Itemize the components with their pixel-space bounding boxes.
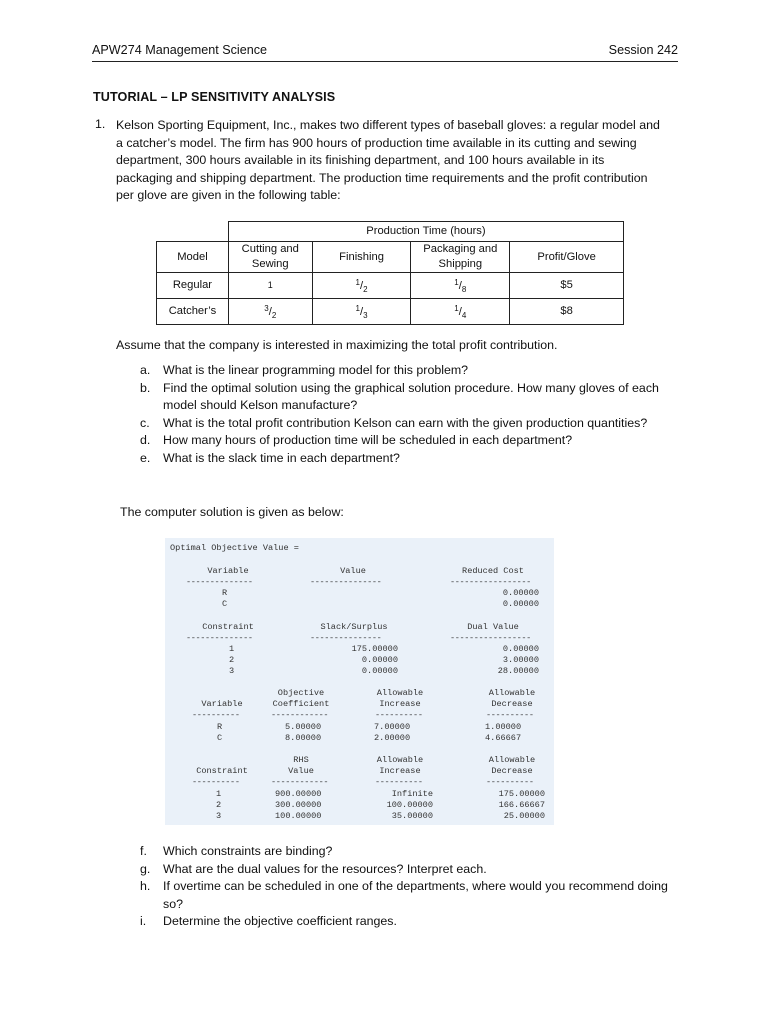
list-item: f. Which constraints are binding? [140, 844, 333, 858]
table-row [157, 299, 624, 325]
divider: --------------- [310, 577, 382, 587]
session-label: Session 242 [608, 43, 678, 57]
divider: ---------- [375, 710, 423, 720]
profit-cell: $8 [510, 299, 624, 325]
dual-value: 3.00000 [502, 655, 539, 665]
allow-dec-header-2: Decrease [491, 766, 533, 776]
constraint-id: 2 [216, 800, 222, 810]
rhs-dec-value: 25.00000 [503, 811, 545, 821]
reduced-cost-value: 0.00000 [502, 599, 539, 609]
empty-cell [157, 222, 229, 242]
divider: ---------- [375, 777, 423, 787]
dual-value-header: Dual Value [467, 622, 519, 632]
col-header-cutting: Cutting and Sewing [228, 242, 312, 273]
rhs-value: 100.00000 [275, 811, 322, 821]
dec-value: 4.66667 [485, 733, 522, 743]
var-name: C [222, 599, 228, 609]
constraint-id: 3 [216, 811, 222, 821]
list-item: c. What is the total profit contribution Kelson can earn with the given production quantities? [140, 415, 648, 430]
profit-cell: $5 [510, 273, 624, 299]
rhs-header-2: Value [288, 766, 314, 776]
slack-value: 0.00000 [361, 655, 398, 665]
model-cell: Regular [157, 273, 229, 299]
rhs-inc-value: Infinite [391, 789, 433, 799]
list-item: a. What is the linear programming model for this problem? [140, 363, 469, 377]
cutting-cell: $^3/_2$ [228, 299, 312, 325]
divider: ---------- [486, 710, 534, 720]
production-time-table [156, 221, 624, 325]
cutting-cell: 1 [228, 273, 312, 299]
allow-dec-header-1: Allowable [488, 688, 536, 698]
coef-value: 8.00000 [285, 733, 322, 743]
list-item: b. Find the optimal solution using the graphical solution procedure. How many gloves of each model should Kelson manufacture? [140, 380, 659, 413]
list-item: h. If overtime can be scheduled in one of the departments, where would you recommend doing so? [140, 879, 668, 911]
list-item: i. Determine the objective coefficient ranges. [140, 914, 397, 929]
coef-value: 5.00000 [285, 722, 322, 732]
page-header [92, 43, 678, 62]
var-name: R [222, 588, 228, 598]
reduced-cost-value: 0.00000 [502, 588, 539, 598]
inc-value: 7.00000 [374, 722, 411, 732]
divider: ------------ [271, 710, 329, 720]
constraint-id: 3 [229, 666, 235, 676]
list-item: e. What is the slack time in each department? [140, 450, 400, 465]
document-title: TUTORIAL – LP SENSITIVITY ANALYSIS [93, 90, 336, 104]
table-row [157, 273, 624, 299]
dual-value: 28.00000 [497, 666, 539, 676]
slack-value: 0.00000 [361, 666, 398, 676]
divider: ----------------- [450, 577, 531, 587]
course-title: APW274 Management Science [92, 43, 268, 57]
allow-inc-header-2: Increase [379, 766, 421, 776]
var-name: R [217, 722, 223, 732]
constraint-id: 1 [229, 644, 235, 654]
col-header-packaging: Packaging and Shipping [411, 242, 510, 273]
packaging-cell: $^1/_4$ [411, 299, 510, 325]
objective-label: Optimal Objective Value = [170, 543, 299, 553]
divider: ------------ [271, 777, 329, 787]
question-number: 1. [95, 117, 106, 131]
col-header-profit: Profit/Glove [510, 242, 624, 273]
allow-inc-header-1: Allowable [376, 755, 424, 765]
rhs-dec-value: 175.00000 [498, 789, 545, 799]
assumption-text: Assume that the company is interested in maximizing the total profit contribution. [116, 338, 558, 352]
allow-inc-header-2: Increase [379, 699, 421, 709]
variable-header: Variable [201, 699, 243, 709]
rhs-inc-value: 35.00000 [391, 811, 433, 821]
col-header-model: Model [157, 242, 229, 273]
divider: ---------- [486, 777, 534, 787]
question-text: Kelson Sporting Equipment, Inc., makes two different types of baseball gloves: a regular model and a catcher’s model. The firm has 900 hours of production time available in its cutting and sewing department, 300 hours available in its finishing department, and 100 hours available in its packaging and shipping department. The production time requirements and the profit contribution per glove are given in the following table: [116, 118, 660, 203]
rhs-header-1: RHS [293, 755, 309, 765]
divider: ----------------- [450, 633, 531, 643]
rhs-value: 900.00000 [275, 789, 322, 799]
slack-value: 175.00000 [351, 644, 398, 654]
rhs-dec-value: 166.66667 [498, 800, 545, 810]
reduced-cost-header: Reduced Cost [462, 566, 524, 576]
packaging-cell: $^1/_8$ [411, 273, 510, 299]
allow-dec-header-1: Allowable [488, 755, 536, 765]
col-header-finishing: Finishing [312, 242, 411, 273]
rhs-value: 300.00000 [275, 800, 322, 810]
dec-value: 1.00000 [485, 722, 522, 732]
finishing-cell: $^1/_2$ [312, 273, 411, 299]
dual-value: 0.00000 [502, 644, 539, 654]
subquestion-list-a-e [140, 362, 680, 468]
var-name: C [217, 733, 223, 743]
divider: ---------- [192, 710, 240, 720]
objective-header-2: Coefficient [272, 699, 330, 709]
divider: --------------- [310, 633, 382, 643]
model-cell: Catcher’s [157, 299, 229, 325]
divider: -------------- [186, 633, 253, 643]
objective-header-1: Objective [277, 688, 325, 698]
constraint-id: 2 [229, 655, 235, 665]
allow-inc-header-1: Allowable [376, 688, 424, 698]
value-header: Value [340, 566, 366, 576]
rhs-inc-value: 100.00000 [386, 800, 433, 810]
list-item: g. What are the dual values for the resources? Interpret each. [140, 861, 487, 876]
constraint-header: Constraint [196, 766, 248, 776]
divider: -------------- [186, 577, 253, 587]
slack-header: Slack/Surplus [320, 622, 388, 632]
divider: ---------- [192, 777, 240, 787]
constraint-header: Constraint [202, 622, 254, 632]
group-header: Production Time (hours) [228, 222, 623, 242]
allow-dec-header-2: Decrease [491, 699, 533, 709]
list-item: d. How many hours of production time will be scheduled in each department? [140, 433, 573, 448]
finishing-cell: $^1/_3$ [312, 299, 411, 325]
subquestion-list-f-i [140, 843, 680, 931]
computer-solution-intro: The computer solution is given as below: [120, 505, 344, 519]
constraint-id: 1 [216, 789, 222, 799]
var-header: Variable [207, 566, 249, 576]
solver-output [165, 538, 554, 825]
inc-value: 2.00000 [374, 733, 411, 743]
